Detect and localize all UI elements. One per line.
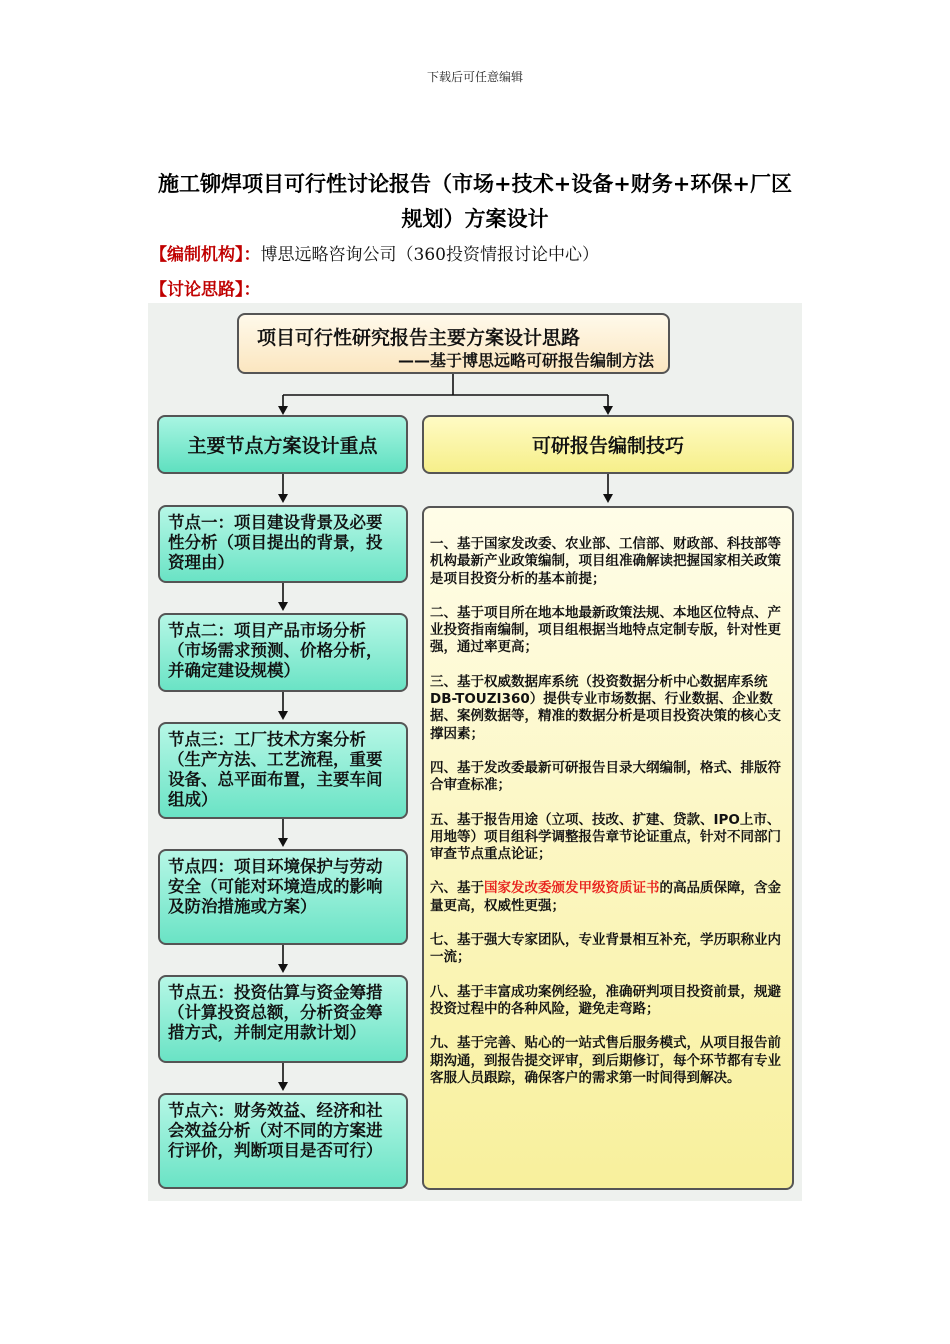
approach-line <box>150 275 261 300</box>
tip-7: 七、基于强大专家团队，专业背景相互补充，学历职称业内一流； <box>430 932 781 966</box>
diagram-title: 项目可行性研究报告主要方案设计思路 <box>257 327 581 349</box>
tip-3: 三、基于权威数据库系统（投资数据分析中心数据库系统DB-TOUZI360）提供专业市场数据、行业数据、企业数据、案例数据等，精准的数据分析是项目投资决策的核心支撑因素； <box>430 673 781 742</box>
tip-6-post: 的高品质保障，含金量更高，权威性更强； <box>430 880 781 914</box>
org-line <box>150 240 599 265</box>
left-column-header: 主要节点方案设计重点 <box>157 415 408 474</box>
flow-diagram <box>148 303 802 1201</box>
tip-6-pre: 六、基于 <box>430 880 484 897</box>
node-4: 节点四：项目环境保护与劳动安全（可能对环境造成的影响及防治措施或方案） <box>158 849 408 945</box>
tip-2: 二、基于项目所在地本地最新政策法规、本地区位特点、产业投资指南编制，项目组根据当地特点定制专版，针对性更强，通过率更高； <box>430 604 781 656</box>
tip-4: 四、基于发改委最新可研报告目录大纲编制，格式、排版符合审查标准； <box>430 759 781 794</box>
tip-1: 一、基于国家发改委、农业部、工信部、财政部、科技部等机构最新产业政策编制，项目组准确解读把握国家相关政策是项目投资分析的基本前提； <box>430 536 781 587</box>
diagram-title-box <box>237 313 670 374</box>
tip-9: 九、基于完善、贴心的一站式售后服务模式，从项目报告前期沟通，到报告提交评审，到后期修订，每个环节都有专业客服人员跟踪，确保客户的需求第一时间得到解决。 <box>430 1035 781 1086</box>
document-title: 施工铆焊项目可行性讨论报告（市场+技术+设备+财务+环保+厂区规划）方案设计 <box>158 171 792 231</box>
approach-label: 【讨论思路】： <box>150 280 261 300</box>
tips-panel <box>422 506 794 1190</box>
tip-6-highlight: 国家发改委颁发甲级资质证书 <box>484 880 660 897</box>
node-3: 节点三：工厂技术方案分析（生产方法、工艺流程，重要设备、总平面布置，主要车间组成） <box>158 722 408 819</box>
org-label: 【编制机构】： <box>150 245 261 265</box>
diagram-subtitle: ——基于博思远略可研报告编制方法 <box>397 351 654 370</box>
header-note: 下载后可任意编辑 <box>426 70 523 84</box>
tip-8: 八、基于丰富成功案例经验，准确研判项目投资前景，规避投资过程中的各种风险，避免走弯路； <box>430 983 781 1017</box>
node-5: 节点五：投资估算与资金筹措（计算投资总额，分析资金筹措方式，并制定用款计划） <box>158 975 408 1063</box>
node-1: 节点一：项目建设背景及必要性分析（项目提出的背景，投资理由） <box>158 505 408 583</box>
org-value: 博思远略咨询公司（360投资情报讨论中心） <box>260 245 599 265</box>
node-2: 节点二：项目产品市场分析（市场需求预测、价格分析，并确定建设规模） <box>158 613 408 692</box>
node-6: 节点六：财务效益、经济和社会效益分析（对不同的方案进行评价，判断项目是否可行） <box>158 1093 408 1189</box>
tip-5: 五、基于报告用途（立项、技改、扩建、贷款、IPO上市、用地等）项目组科学调整报告章节论证重点，针对不同部门审查节点重点论证； <box>430 811 781 863</box>
tip-6 <box>430 880 784 915</box>
right-column-header: 可研报告编制技巧 <box>422 415 794 474</box>
